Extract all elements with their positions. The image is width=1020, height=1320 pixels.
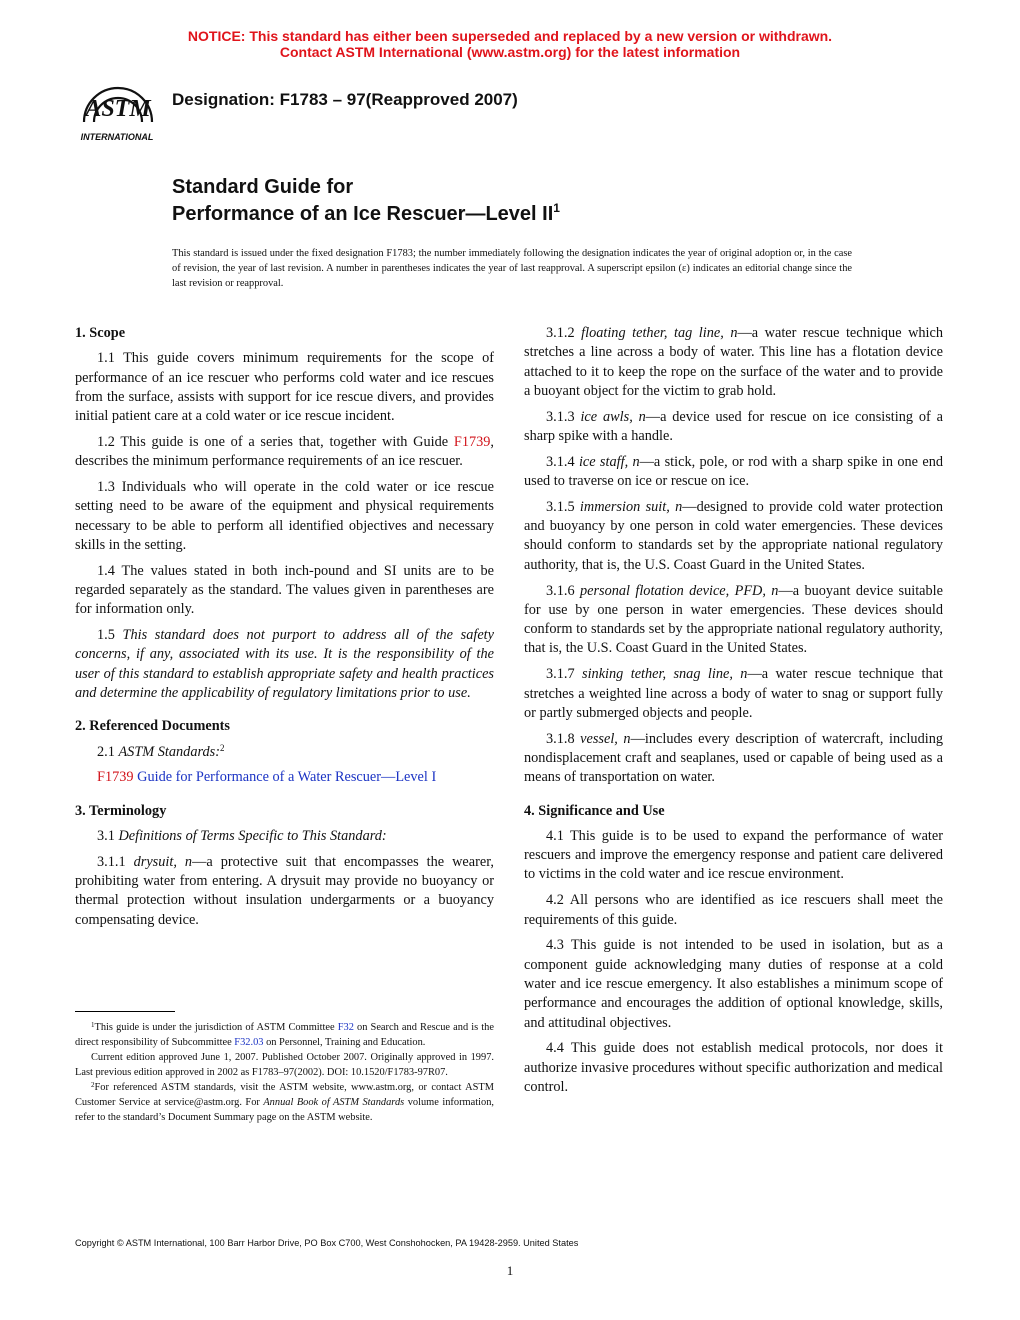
para-3-1-8: 3.1.8 vessel, n—includes every description of watercraft, including nondisplacement craft and seaplanes, used or capable of being used as a means of transportation on water. [524, 730, 943, 786]
para-1-5: 1.5 This standard does not purport to address all of the safety concerns, if any, associated with its use. It is the responsibility of the user of this standard to establish appropriate safety and health practices and determine the applicability of regulatory limitations prior to use. [75, 627, 494, 702]
left-column [75, 324, 494, 937]
para-3-1-5: 3.1.5 immersion suit, n—designed to provide cold water protection and buoyancy by one person in cold water emergencies. These devices should conform to standards set by the appropriate national regulatory authority, that is, the U.S. Coast Guard in the United States. [524, 498, 944, 573]
para-2-1: 2.1 ASTM Standards:$^2$ [97, 742, 225, 760]
notice-line-1: NOTICE: This standard has either been superseded and replaced by a new version or withdrawn. [187, 28, 833, 44]
para-4-4: 4.4 This guide does not establish medical protocols, nor does it authorize invasive procedures without specific authorization and medical control. [524, 1040, 943, 1095]
para-4-2: 4.2 All persons who are identified as ice rescuers shall meet the requirements of this guide. [524, 892, 943, 928]
title-footnote-ref[interactable]: 1 [553, 201, 560, 215]
para-3-1: 3.1 Definitions of Terms Specific to This Standard: [97, 828, 387, 845]
footnote-1: $^1$This guide is under the jurisdiction of ASTM Committee F32 on Search and Rescue and is the direct responsibility of Subcommittee F32.03 on Personnel, Training and Education. [75, 1021, 494, 1048]
title-line-1: Standard Guide for [172, 176, 354, 198]
footnotes [75, 1020, 494, 1125]
para-4-1: 4.1 This guide is to be used to expand the performance of water rescuers and improve the emergency response and patient care delivered to victims in the cold water and ice rescue environment. [524, 827, 943, 883]
para-3-1-7: 3.1.7 sinking tether, snag line, n—a water rescue technique that stretches a weighted line across a body of water to snag or support fully or partly submerged objects and people. [524, 666, 943, 721]
para-3-1-4: 3.1.4 ice staff, n—a stick, pole, or rod with a sharp spike in one end used to traverse on ice or rescue on ice. [524, 453, 943, 490]
section-3-heading: 3. Terminology [75, 802, 167, 819]
committee-f32-link[interactable]: F32 [337, 1022, 354, 1033]
document-title [172, 174, 560, 228]
copyright-line: Copyright © ASTM International, 100 Barr Harbor Drive, PO Box C700, West Conshohocken, PA 19428-2959. United States [75, 1238, 579, 1248]
section-2-heading: 2. Referenced Documents [75, 718, 230, 735]
para-3-1-2: 3.1.2 floating tether, tag line, n—a water rescue technique which stretches a line across a body of water. This line has a flotation device attached to it to keep the rope on the surface of the water and to provide a buoyant object for the victim to grab hold. [524, 325, 944, 399]
logo-top-text: ASTM [85, 96, 151, 122]
intro-paragraph: This standard is issued under the fixed designation F1783; the number immediately following the designation indicates the year of original adoption or, in the case of revision, the year of last revision. A number in parentheses indicates the year of last reapproval. A superscript epsilon (ε) indicates an editorial change since the last revision or reapproval. [172, 248, 852, 289]
section-1-heading: 1. Scope [75, 325, 126, 341]
para-3-1-6: 3.1.6 personal flotation device, PFD, n—a buoyant device suitable for use by one person in water emergencies. These devices should conform to standards set by the appropriate national regulatory authority, that is, the U.S. Coast Guard in the United States. [524, 582, 943, 657]
footnote-1-edition: Current edition approved June 1, 2007. Published October 2007. Originally approved in 1997. Last previous edition approved in 2002 as F1783–97(2002). DOI: 10.1520/F1783-97R07. [75, 1052, 494, 1078]
referenced-standard-f1739[interactable]: F1739 Guide for Performance of a Water Rescuer—Level I [97, 769, 437, 786]
subcommittee-f32-03-link[interactable]: F32.03 [234, 1037, 264, 1048]
superseded-notice [0, 28, 1020, 60]
footnote-2: $^2$For referenced ASTM standards, visit the ASTM website, www.astm.org, or contact ASTM Customer Service at service@astm.org. For Annual Book of ASTM Standards volume information, refer to the standard’s Document Summary page on the ASTM website. [75, 1081, 494, 1123]
astm-logo [72, 76, 162, 146]
para-3-1-3: 3.1.3 ice awls, n—a device used for rescue on ice consisting of a sharp spike with a handle. [524, 408, 944, 444]
para-3-1-1: 3.1.1 drysuit, n—a protective suit that encompasses the wearer, prohibiting water from entering. A drysuit may provide no buoyancy or thermal protection without insulation undergarments or a buoyancy compensating device. [75, 853, 494, 928]
para-1-3: 1.3 Individuals who will operate in the cold water or ice rescue setting need to be aware of the equipment and physical requirements necessary to be able to perform all identified objectives and necessary skills in the setting. [75, 479, 494, 553]
page-number: 1 [506, 1263, 514, 1278]
para-1-4: 1.4 The values stated in both inch-pound and SI units are to be regarded separately as the standard. The values given in parentheses are for information only. [75, 562, 494, 618]
right-column [524, 324, 943, 1104]
para-4-3: 4.3 This guide is not intended to be used in isolation, but as a component guide acknowledging many duties of response at a cold water and ice rescue emergency. It also establishes a minimum scope of performance and encourages the addition of optional knowledge, skills, and attitudinal objectives. [524, 937, 943, 1031]
footnote-2-ref[interactable]: 2 [220, 742, 225, 753]
designation: Designation: F1783 – 97(Reapproved 2007) [172, 90, 518, 109]
notice-line-2: Contact ASTM International (www.astm.org) for the latest information [279, 44, 741, 60]
f1739-link[interactable]: F1739 [453, 433, 491, 450]
title-line-2: Performance of an Ice Rescuer—Level $II^1$ [172, 201, 560, 225]
logo-bottom-text: INTERNATIONAL [80, 132, 154, 142]
footnote-divider [75, 1011, 175, 1012]
para-1-2: 1.2 This guide is one of a series that, together with Guide F1739, describes the minimum performance requirements of an ice rescuer. [75, 433, 494, 470]
para-1-1: 1.1 This guide covers minimum requirements for the scope of performance of an ice rescuer who performs cold water and ice rescues from the surface, assists with support for ice rescue divers, and provides initial patient care at a cold water or ice rescue incident. [75, 350, 494, 425]
section-4-heading: 4. Significance and Use [524, 802, 665, 819]
